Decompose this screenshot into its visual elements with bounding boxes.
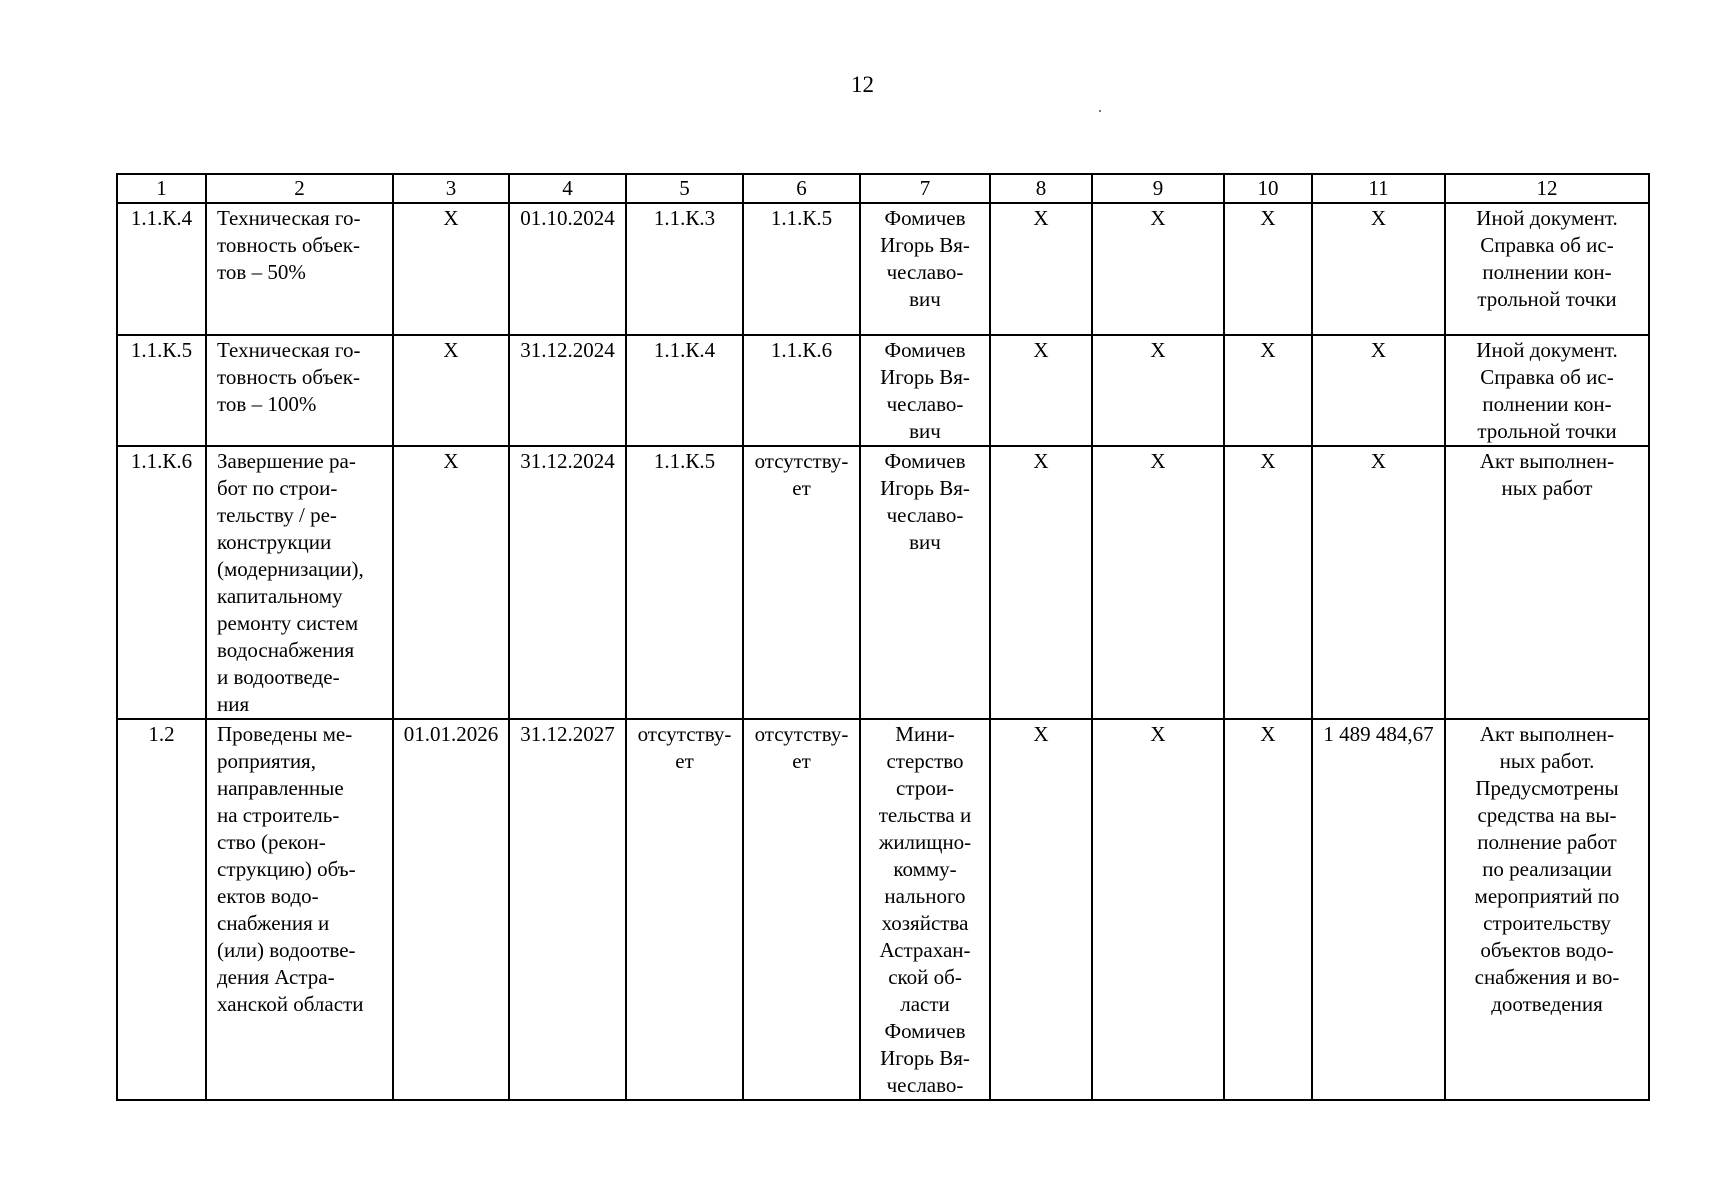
row-number: 1.1.К.6 xyxy=(117,446,206,719)
cell-col-11: Х xyxy=(1312,446,1445,719)
predecessor: 1.1.К.5 xyxy=(626,446,743,719)
cell-col-9: Х xyxy=(1092,446,1224,719)
document-type: Иной документ. Справка об ис- полнении кон- трольной точки xyxy=(1445,203,1649,335)
header-row xyxy=(117,174,1649,203)
cell-col-10: Х xyxy=(1224,446,1312,719)
document-type: Иной документ. Справка об ис- полнении кон- трольной точки xyxy=(1445,335,1649,446)
cell-col-8: Х xyxy=(990,719,1092,1100)
cell-col-9: Х xyxy=(1092,719,1224,1100)
column-header: 2 xyxy=(206,174,393,203)
column-header: 7 xyxy=(860,174,990,203)
row-name: Техническая го- товность объек- тов – 50% xyxy=(206,203,393,335)
column-header: 12 xyxy=(1445,174,1649,203)
row-name: Техническая го- товность объек- тов – 100% xyxy=(206,335,393,446)
end-date: 31.12.2027 xyxy=(509,719,626,1100)
cell-col-8: Х xyxy=(990,203,1092,335)
column-header: 5 xyxy=(626,174,743,203)
cell-col-8: Х xyxy=(990,335,1092,446)
table-row xyxy=(117,719,1649,1100)
successor: 1.1.К.6 xyxy=(743,335,860,446)
document-type: Акт выполнен- ных работ xyxy=(1445,446,1649,719)
end-date: 31.12.2024 xyxy=(509,335,626,446)
successor: отсутству- ет xyxy=(743,719,860,1100)
cell-col-10: Х xyxy=(1224,203,1312,335)
cell-col-10: Х xyxy=(1224,719,1312,1100)
column-header: 3 xyxy=(393,174,509,203)
responsible: Фомичев Игорь Вя- чеславо- вич xyxy=(860,203,990,335)
document-table xyxy=(116,173,1650,1101)
row-name: Проведены ме- роприятия, направленные на строитель- ство (рекон- струкцию) объ- ектов водо- снабжения и (или) водоотве- дения Астра- ханской области xyxy=(206,719,393,1100)
responsible: Мини- стерство строи- тельства и жилищно- комму- нального хозяйства Астрахан- ской об- ласти Фомичев Игорь Вя- чеславо- xyxy=(860,719,990,1100)
table-row xyxy=(117,335,1649,446)
cell-col-9: Х xyxy=(1092,335,1224,446)
row-number: 1.1.К.5 xyxy=(117,335,206,446)
predecessor: отсутству- ет xyxy=(626,719,743,1100)
start-date: Х xyxy=(393,203,509,335)
column-header: 6 xyxy=(743,174,860,203)
start-date: Х xyxy=(393,446,509,719)
column-header: 9 xyxy=(1092,174,1224,203)
table-row xyxy=(117,446,1649,719)
cell-col-10: Х xyxy=(1224,335,1312,446)
cell-col-8: Х xyxy=(990,446,1092,719)
predecessor: 1.1.К.4 xyxy=(626,335,743,446)
row-name: Завершение ра- бот по строи- тельству / ре- конструкции (модернизации), капитальному ремонту систем водоснабжения и водоотведе- ния xyxy=(206,446,393,719)
successor: 1.1.К.5 xyxy=(743,203,860,335)
scan-speck xyxy=(1099,110,1101,112)
column-header: 8 xyxy=(990,174,1092,203)
column-header: 11 xyxy=(1312,174,1445,203)
cell-col-11: Х xyxy=(1312,335,1445,446)
cell-col-9: Х xyxy=(1092,203,1224,335)
row-number: 1.2 xyxy=(117,719,206,1100)
column-header: 4 xyxy=(509,174,626,203)
cell-col-11: 1 489 484,67 xyxy=(1312,719,1445,1100)
responsible: Фомичев Игорь Вя- чеславо- вич xyxy=(860,335,990,446)
cell-col-11: Х xyxy=(1312,203,1445,335)
end-date: 01.10.2024 xyxy=(509,203,626,335)
start-date: 01.01.2026 xyxy=(393,719,509,1100)
end-date: 31.12.2024 xyxy=(509,446,626,719)
start-date: Х xyxy=(393,335,509,446)
responsible: Фомичев Игорь Вя- чеславо- вич xyxy=(860,446,990,719)
document-type: Акт выполнен- ных работ. Предусмотрены средства на вы- полнение работ по реализации мероприятий по строительству объектов водо- снабжения и во- доотведения xyxy=(1445,719,1649,1100)
row-number: 1.1.К.4 xyxy=(117,203,206,335)
column-header: 10 xyxy=(1224,174,1312,203)
successor: отсутству- ет xyxy=(743,446,860,719)
table-row xyxy=(117,203,1649,335)
column-header: 1 xyxy=(117,174,206,203)
page-number: 12 xyxy=(851,72,874,97)
predecessor: 1.1.К.3 xyxy=(626,203,743,335)
